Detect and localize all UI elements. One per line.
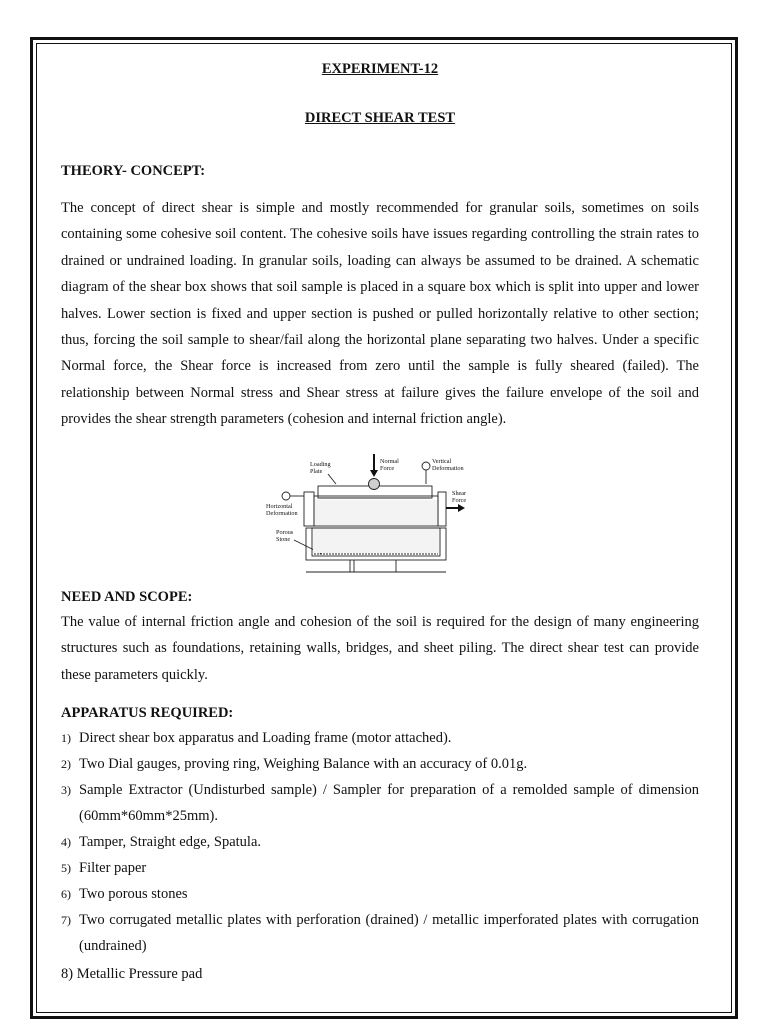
label-loading-plate-1: Loading [310, 461, 331, 468]
list-item [61, 829, 699, 855]
theory-heading: THEORY- CONCEPT: [61, 163, 206, 179]
experiment-title: EXPERIMENT-12 [321, 61, 439, 77]
list-text: Two porous stones [79, 886, 188, 902]
shear-force-arrow-head [458, 504, 465, 512]
list-text: Two corrugated metallic plates with perforation (drained) / metallic imperforated plates with corrugation (undrained) [79, 912, 699, 954]
list-item [61, 881, 699, 907]
leader-loading-plate [328, 474, 336, 484]
list-item [61, 907, 699, 959]
label-porous-stone-1: Porous [276, 529, 294, 536]
list-text: Filter paper [79, 860, 147, 876]
label-shear-force-1: Shear [452, 490, 467, 497]
list-text: Sample Extractor (Undisturbed sample) / Sampler for preparation of a remolded sample of dimension (60mm*60mm*25mm). [79, 782, 699, 824]
apparatus-heading: APPARATUS REQUIRED: [61, 705, 234, 721]
label-horizontal-def-1: Horizontal [266, 503, 293, 510]
side-post-right [438, 492, 446, 526]
list-number: 6) [61, 887, 71, 901]
label-normal-force-2: Force [380, 465, 395, 472]
soil-sample-lower [313, 529, 439, 553]
list-number: 3) [61, 783, 71, 797]
label-shear-force-2: Force [452, 497, 467, 504]
shear-box-diagram [264, 448, 480, 576]
apparatus-list [61, 725, 699, 959]
list-text: Direct shear box apparatus and Loading frame (motor attached). [79, 730, 452, 746]
side-post-left [304, 492, 314, 526]
loading-ball [369, 479, 380, 490]
last-apparatus-item: 8) Metallic Pressure pad [61, 966, 203, 982]
list-number: 4) [61, 835, 71, 849]
soil-sample-upper [315, 500, 437, 525]
list-text: Tamper, Straight edge, Spatula. [79, 834, 262, 850]
list-number: 5) [61, 861, 71, 875]
test-title: DIRECT SHEAR TEST [304, 110, 456, 126]
need-paragraph: The value of internal friction angle and cohesion of the soil is required for the design of many engineering structures such as foundations, retaining walls, bridges, and sheet piling. The direct shear test can provide these parameters quickly. [61, 614, 699, 683]
normal-force-arrow-head [370, 470, 378, 477]
label-horizontal-def-2: Deformation [266, 510, 298, 517]
list-number: 7) [61, 913, 71, 927]
vertical-dial-gauge-icon [422, 462, 430, 470]
list-item [61, 777, 699, 829]
list-item [61, 855, 699, 881]
horizontal-dial-gauge-icon [282, 492, 290, 500]
list-item [61, 725, 699, 751]
label-loading-plate-2: Plate [310, 468, 323, 475]
label-vertical-def-2: Deformation [432, 465, 464, 472]
list-text: Two Dial gauges, proving ring, Weighing Balance with an accuracy of 0.01g. [79, 756, 528, 772]
list-number: 1) [61, 731, 71, 745]
label-normal-force-1: Normal [380, 458, 399, 465]
label-porous-stone-2: Stone [276, 536, 291, 543]
list-number: 2) [61, 757, 71, 771]
label-vertical-def-1: Vertical [432, 458, 452, 465]
list-item [61, 751, 699, 777]
need-heading: NEED AND SCOPE: [61, 589, 193, 605]
theory-paragraph: The concept of direct shear is simple and mostly recommended for granular soils, sometimes on soils containing some cohesive soil content. The cohesive soils have issues regarding controlling the strain rates to drained or undrained loading. In granular soils, loading can always be assumed to be drained. A schematic diagram of the shear box shows that soil sample is placed in a square box which is split into upper and lower halves. Lower section is fixed and upper section is pushed or pulled horizontally relative to other section; thus, forcing the soil sample to shear/fail along the horizontal plane separating two halves. Under a specific Normal force, the Shear force is increased from zero until the sample is fully sheared (failed). The relationship between Normal stress and Shear stress at failure gives the failure envelope of the soil and provides the shear strength parameters (cohesion and internal friction angle). [61, 200, 699, 428]
